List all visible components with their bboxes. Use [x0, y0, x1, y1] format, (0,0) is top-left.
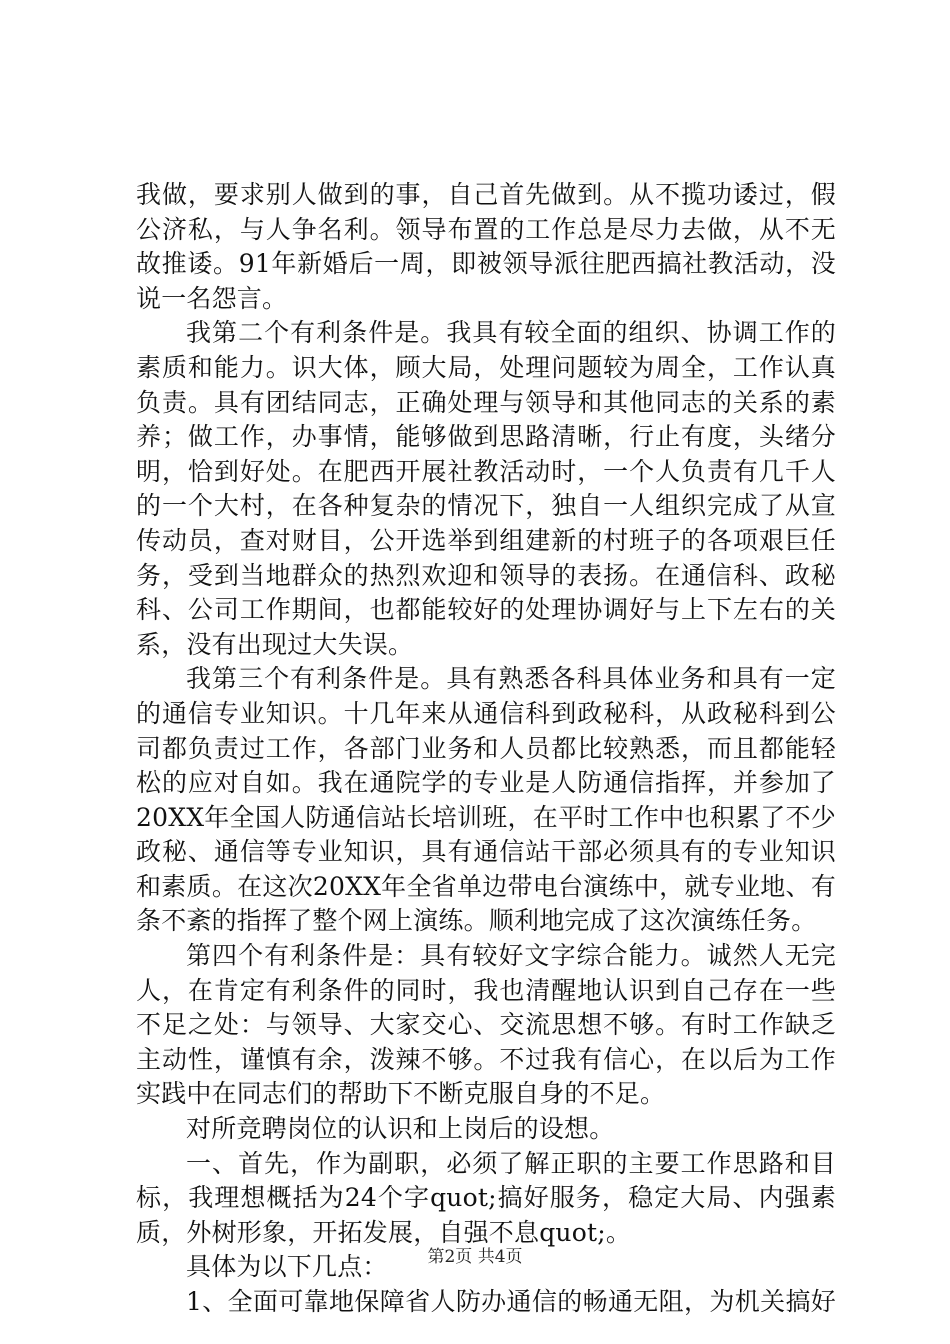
text-line: 素质和能力。识大体，顾大局，处理问题较为周全，工作认真 [136, 352, 836, 382]
paragraph-start-line: 1、全面可靠地保障省人防办通信的畅通无阻，为机关搞好 [186, 1287, 836, 1316]
text-line: 实践中在同志们的帮助下不断克服自身的不足。 [136, 1079, 666, 1109]
text-line: 故推诿。91年新婚后一周，即被领导派往肥西搞社教活动，没 [136, 249, 836, 279]
text-line: 司都负责过工作，各部门业务和人员都比较熟悉，而且都能轻 [136, 733, 836, 763]
paragraph-start-line: 我第三个有利条件是。具有熟悉各科具体业务和具有一定 [186, 664, 836, 694]
page-number-footer: 第2页 共4页 [427, 1247, 523, 1267]
paragraph-start-line: 具体为以下几点： [186, 1252, 388, 1282]
body-text [136, 178, 836, 1320]
text-line: 政秘、通信等专业知识，具有通信站干部必须具有的专业知识 [136, 837, 836, 867]
text-line: 的一个大村，在各种复杂的情况下，独自一人组织完成了从宣 [136, 491, 836, 521]
text-line: 系，没有出现过大失误。 [136, 629, 414, 659]
text-line: 标，我理想概括为24个字quot;搞好服务，稳定大局、内强素 [136, 1183, 836, 1213]
text-line: 传动员，查对财目，公开选举到组建新的村班子的各项艰巨任 [136, 525, 836, 555]
text-line: 务，受到当地群众的热烈欢迎和领导的表扬。在通信科、政秘 [136, 560, 836, 590]
text-line: 科、公司工作期间，也都能较好的处理协调好与上下左右的关 [136, 595, 836, 625]
text-line: 人，在肯定有利条件的同时，我也清醒地认识到自己存在一些 [136, 975, 836, 1005]
text-line: 20XX年全国人防通信站长培训班，在平时工作中也积累了不少 [136, 802, 836, 832]
paragraph-start-line: 第四个有利条件是：具有较好文字综合能力。诚然人无完 [186, 941, 836, 971]
text-line: 我做，要求别人做到的事，自己首先做到。从不揽功诿过，假 [136, 180, 836, 209]
text-line: 质，外树形象，开拓发展，自强不息quot;。 [136, 1217, 632, 1247]
paragraph-start-line: 一、首先，作为副职，必须了解正职的主要工作思路和目 [186, 1148, 836, 1178]
text-line: 主动性，谨慎有余，泼辣不够。不过我有信心，在以后为工作 [136, 1044, 836, 1074]
paragraph-start-line: 对所竞聘岗位的认识和上岗后的设想。 [186, 1114, 615, 1144]
text-line: 养；做工作，办事情，能够做到思路清晰，行止有度，头绪分 [136, 422, 836, 452]
text-line: 的通信专业知识。十几年来从通信科到政秘科，从政秘科到公 [136, 698, 836, 728]
text-line: 公济私，与人争名利。领导布置的工作总是尽力去做，从不无 [136, 214, 836, 244]
text-line: 负责。具有团结同志，正确处理与领导和其他同志的关系的素 [136, 387, 836, 417]
text-line: 说一名怨言。 [136, 283, 288, 313]
text-line: 松的应对自如。我在通院学的专业是人防通信指挥，并参加了 [136, 768, 836, 798]
text-line: 和素质。在这次20XX年全省单边带电台演练中，就专业地、有 [136, 871, 836, 901]
text-line: 不足之处：与领导、大家交心、交流思想不够。有时工作缺乏 [136, 1010, 836, 1040]
text-line: 明，恰到好处。在肥西开展社教活动时，一个人负责有几千人 [136, 456, 836, 486]
paragraph-start-line: 我第二个有利条件是。我具有较全面的组织、协调工作的 [186, 318, 836, 348]
text-line: 条不紊的指挥了整个网上演练。顺利地完成了这次演练任务。 [136, 906, 817, 936]
